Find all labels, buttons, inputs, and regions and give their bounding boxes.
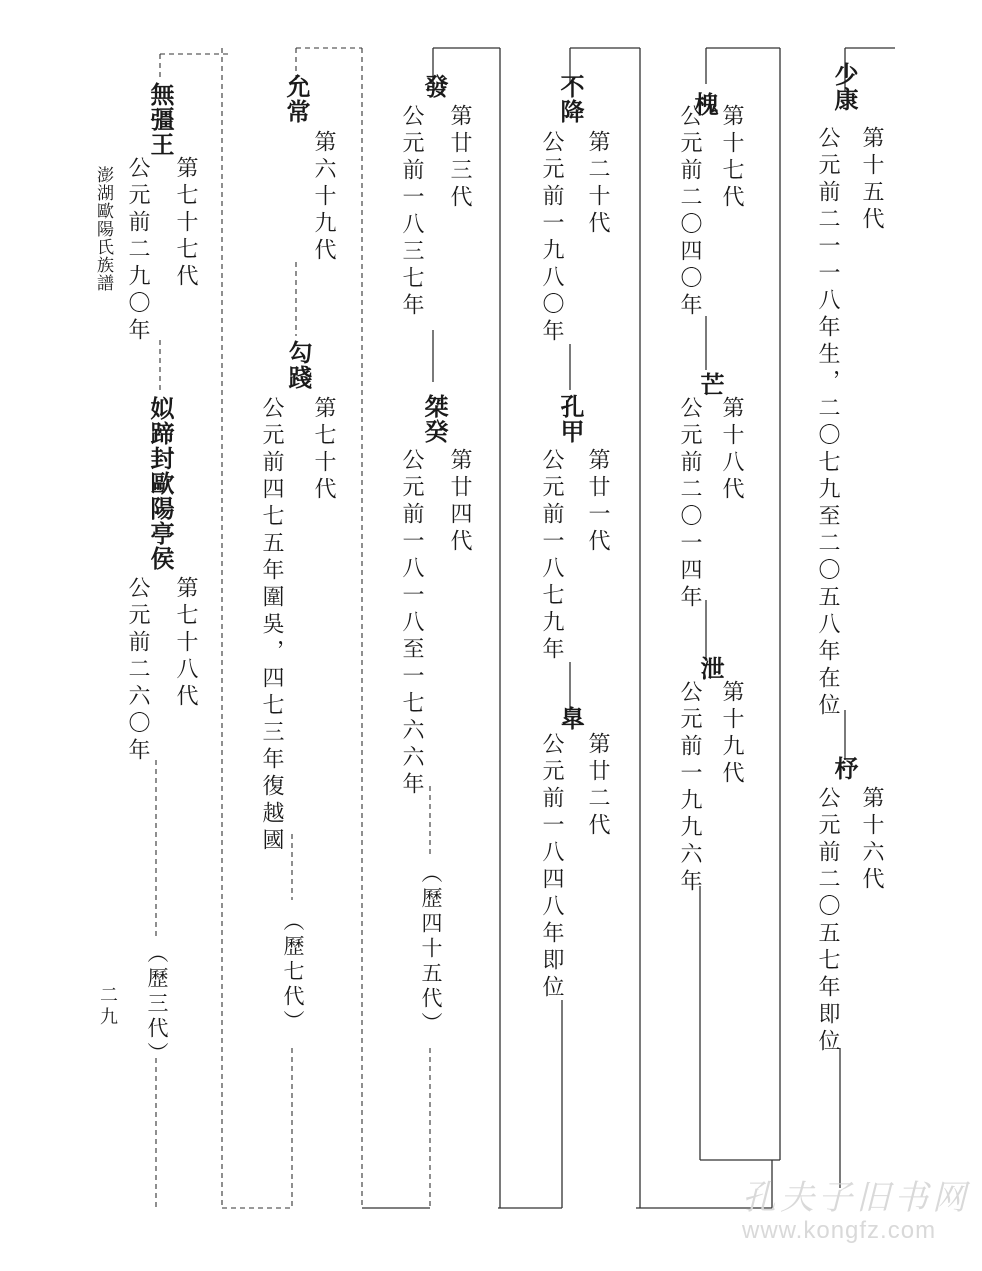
- generation-label: 第七十八代: [173, 576, 198, 711]
- generation-label: 第十八代: [719, 396, 744, 504]
- ancestor-name: 允常: [282, 74, 310, 124]
- ancestor-name: 桀癸: [420, 394, 448, 444]
- ancestor-name: 姒蹄封歐陽亭侯: [146, 396, 174, 571]
- book-title: 澎湖歐陽氏族譜: [93, 166, 113, 292]
- date-note: 公元前一八三七年: [399, 104, 424, 320]
- ancestor-name: 不降: [556, 74, 584, 124]
- date-note: 公元前二〇五七年即位: [815, 786, 840, 1056]
- ancestor-name: 孔甲: [556, 394, 584, 444]
- generation-label: 第十九代: [719, 680, 744, 788]
- generation-label: 第七十七代: [173, 156, 198, 291]
- watermark: [742, 1178, 972, 1244]
- generation-span-note: （歷七代）: [281, 910, 305, 1035]
- generation-label: 第十六代: [859, 786, 884, 894]
- generation-span-note: （歷四十五代）: [419, 862, 443, 1037]
- generation-label: 第廿四代: [447, 448, 472, 556]
- generation-label: 第十七代: [719, 104, 744, 212]
- date-note: 公元前二九〇年: [125, 156, 150, 345]
- ancestor-name: 泄: [696, 656, 724, 681]
- ancestor-name: 發: [420, 74, 448, 99]
- date-note: 公元前一九八〇年: [539, 130, 564, 346]
- generation-label: 第廿二代: [585, 732, 610, 840]
- ancestor-name: 杼: [830, 756, 858, 781]
- generation-label: 第六十九代: [311, 130, 336, 265]
- generation-label: 第七十代: [311, 396, 336, 504]
- generation-label: 第廿一代: [585, 448, 610, 556]
- date-note: 公元前四七五年圍吳，四七三年復越國: [259, 396, 284, 855]
- ancestor-name: 少康: [830, 62, 858, 112]
- generation-label: 第十五代: [859, 126, 884, 234]
- date-note: 公元前二一一八年生，二〇七九至二〇五八年在位: [815, 126, 840, 720]
- date-note: 公元前一八七九年: [539, 448, 564, 664]
- ancestor-name: 無彊王: [146, 82, 174, 157]
- watermark-text: 孔夫子旧书网: [742, 1178, 970, 1218]
- date-note: 公元前一八四八年即位: [539, 732, 564, 1002]
- ancestor-name: 勾踐: [284, 340, 312, 390]
- ancestor-name: 芒: [696, 372, 724, 397]
- generation-label: 第廿三代: [447, 104, 472, 212]
- date-note: 公元前二六〇年: [125, 576, 150, 765]
- date-note: 公元前二〇一四年: [677, 396, 702, 612]
- date-note: 公元前二〇四〇年: [677, 104, 702, 320]
- date-note: 公元前一八一八至一七六六年: [399, 448, 424, 799]
- ancestor-name: 槐: [690, 92, 718, 117]
- generation-span-note: （歷三代）: [145, 942, 169, 1067]
- watermark-url: www.kongfz.com: [742, 1217, 937, 1244]
- generation-label: 第二十代: [585, 130, 610, 238]
- page-number: 二九: [97, 985, 118, 1029]
- ancestor-name: 臯: [556, 706, 584, 731]
- date-note: 公元前一九九六年: [677, 680, 702, 896]
